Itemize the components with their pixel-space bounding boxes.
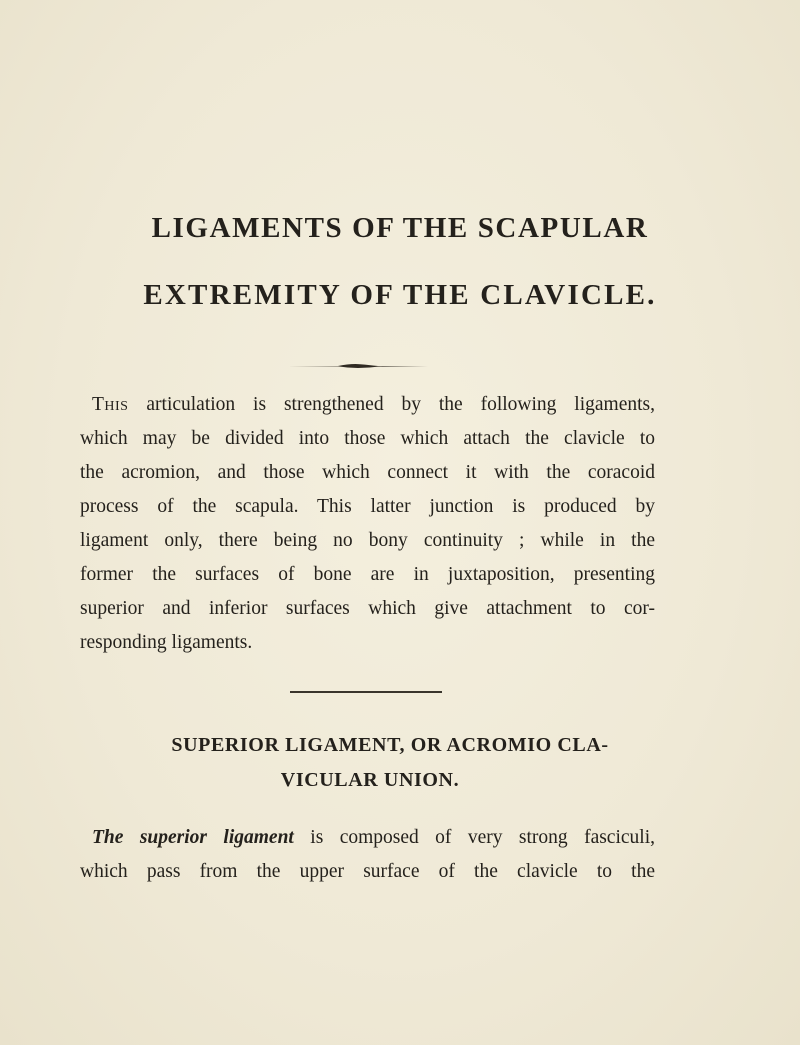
title-line-2: EXTREMITY OF THE CLAVICLE. <box>143 279 657 311</box>
paragraph-line: former the surfaces of bone are in juxtaposition, presenting <box>80 564 655 585</box>
intro-paragraph <box>80 388 655 660</box>
paragraph-line: responding ligaments. <box>80 632 253 653</box>
section-heading-line-1: SUPERIOR LIGAMENT, OR ACROMIO CLA- <box>171 734 609 756</box>
paragraph-line: superior and inferior surfaces which give attachment to cor- <box>80 598 655 619</box>
section-heading-line-2: VICULAR UNION. <box>280 769 460 791</box>
title-line-1: LIGAMENTS OF THE SCAPULAR <box>151 212 649 244</box>
paragraph-line: which pass from the upper surface of the clavicle to the <box>80 861 655 882</box>
ornamental-rule <box>288 363 428 369</box>
drop-word: This <box>92 394 129 415</box>
paragraph-line: The superior ligament is composed of very strong fasciculi, <box>92 827 655 848</box>
paragraph-line: process of the scapula. This latter junction is produced by <box>80 496 655 517</box>
emphasis-term: The superior ligament <box>92 827 294 848</box>
paragraph-line: This articulation is strengthened by the following ligaments, <box>92 394 655 415</box>
paragraph-line: which may be divided into those which attach the clavicle to <box>80 428 655 449</box>
paragraph-line: the acromion, and those which connect it with the coracoid <box>80 462 655 483</box>
section-paragraph <box>80 821 655 889</box>
paragraph-line: ligament only, there being no bony continuity ; while in the <box>80 530 655 551</box>
section-divider <box>290 691 442 693</box>
